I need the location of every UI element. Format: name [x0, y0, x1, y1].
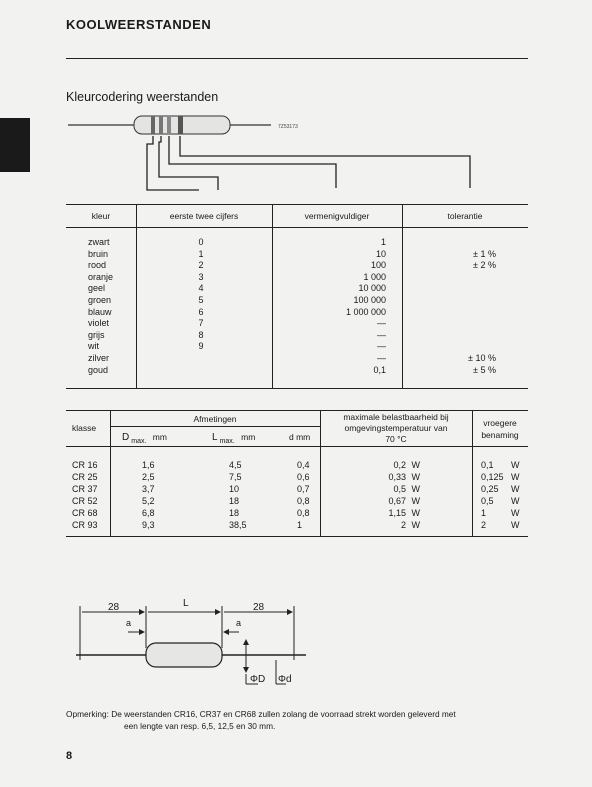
- dim-a-right: a: [236, 618, 242, 628]
- multiplier-cell: 1 000: [363, 271, 386, 282]
- power-cell: 1,15: [388, 508, 406, 518]
- former-unit-cell: W: [511, 520, 520, 530]
- power-unit-cell: W: [411, 496, 420, 506]
- color-name-cell: rood: [88, 260, 107, 271]
- power-unit-cell: W: [411, 484, 420, 494]
- klasse-cell: CR 68: [72, 508, 98, 518]
- klasse-cell: CR 16: [72, 460, 98, 470]
- page-number: 8: [66, 750, 73, 762]
- klasse-cell: CR 25: [72, 472, 98, 482]
- color-name-cell: groen: [88, 295, 112, 305]
- D-cell: 3,7: [142, 484, 155, 494]
- digit-cell: 7: [198, 318, 204, 329]
- multiplier-cell: 0,1: [373, 364, 386, 375]
- d-cell: 0,7: [297, 484, 310, 494]
- multiplier-cell: 100: [370, 260, 386, 271]
- d-cell: 1: [297, 520, 303, 530]
- multiplier-cell: —: [377, 353, 386, 363]
- note: [66, 708, 536, 732]
- header-tolerantie: tolerantie: [447, 211, 483, 221]
- klasse-cell: CR 37: [72, 484, 98, 494]
- digit-cell: 4: [198, 283, 204, 294]
- power-cell: 0,33: [388, 472, 406, 482]
- former-name-cell: 0,5: [481, 496, 494, 506]
- page-thumb-tab: [0, 118, 30, 172]
- D-cell: 6,8: [142, 508, 155, 518]
- color-name-cell: violet: [88, 318, 110, 329]
- power-cell: 2: [400, 520, 406, 530]
- L-cell: 10: [229, 484, 240, 494]
- klasse-cell: CR 93: [72, 520, 98, 530]
- header-kleur: kleur: [91, 211, 111, 221]
- power-unit-cell: W: [411, 460, 420, 470]
- header-vroegere-benaming: vroegere benaming: [481, 418, 519, 440]
- color-name-cell: geel: [88, 283, 106, 294]
- L-cell: 18: [229, 496, 240, 506]
- page-title: KOOLWEERSTANDEN: [66, 17, 212, 32]
- digit-cell: 9: [198, 341, 204, 352]
- dim-a-left: a: [126, 618, 132, 628]
- L-cell: 18: [229, 508, 240, 518]
- color-name-cell: bruin: [88, 248, 109, 259]
- dimension-diagram: [76, 600, 306, 692]
- multiplier-cell: —: [377, 318, 386, 329]
- color-name-cell: wit: [88, 341, 99, 352]
- title-rule: [66, 58, 528, 59]
- digit-cell: 8: [198, 329, 204, 340]
- header-klasse: klasse: [72, 423, 97, 433]
- note-line1: De weerstanden CR16, CR37 en CR68 zullen zolang de voorraad strekt worden geleverd met: [111, 709, 456, 719]
- former-unit-cell: W: [511, 484, 520, 494]
- dim-right: 28: [253, 602, 265, 613]
- tolerance-cell: ± 1 %: [473, 248, 496, 259]
- color-name-cell: blauw: [88, 306, 112, 317]
- dim-wire-diameter: Φd: [278, 674, 292, 685]
- d-cell: 0,8: [297, 508, 310, 518]
- digit-cell: 5: [198, 295, 204, 305]
- dim-length: L: [183, 598, 189, 609]
- multiplier-cell: 10 000: [358, 283, 386, 294]
- header-D: D $_{max.}$ mm: [122, 432, 167, 445]
- former-name-cell: 2: [481, 520, 487, 530]
- power-unit-cell: W: [411, 508, 420, 518]
- power-cell: 0,67: [388, 496, 406, 506]
- L-cell: 38,5: [229, 520, 247, 530]
- color-name-cell: zilver: [88, 353, 110, 363]
- tolerance-cell: ± 10 %: [468, 353, 496, 363]
- digit-cell: 6: [198, 306, 204, 317]
- digit-cell: 1: [198, 248, 204, 259]
- d-cell: 0,6: [297, 472, 310, 482]
- dim-body-diameter: ΦD: [250, 674, 266, 685]
- dimensions-table: [66, 410, 528, 538]
- power-cell: 0,2: [393, 460, 406, 470]
- tolerance-cell: ± 2 %: [473, 260, 496, 271]
- D-cell: 9,3: [142, 520, 155, 530]
- multiplier-cell: —: [377, 329, 386, 340]
- multiplier-cell: 100 000: [353, 295, 386, 305]
- header-afmetingen: Afmetingen: [193, 414, 237, 424]
- header-belastbaarheid: maximale belastbaarheid bij omgevingstemperatuur van 70 °C: [343, 412, 449, 444]
- former-unit-cell: W: [511, 508, 520, 518]
- L-cell: 7,5: [229, 472, 242, 482]
- digit-cell: 0: [198, 237, 204, 247]
- d-cell: 0,4: [297, 460, 310, 470]
- note-line2: een lengte van resp. 6,5, 12,5 en 30 mm.: [124, 721, 276, 731]
- multiplier-cell: 1 000 000: [345, 306, 386, 317]
- power-unit-cell: W: [411, 472, 420, 482]
- color-name-cell: goud: [88, 364, 109, 375]
- former-name-cell: 0,125: [481, 472, 504, 482]
- section-title: Kleurcodering weerstanden: [66, 90, 219, 104]
- resistor-band-diagram: [66, 106, 506, 198]
- klasse-cell: CR 52: [72, 496, 98, 506]
- multiplier-cell: 10: [375, 248, 386, 259]
- color-code-table: [66, 204, 528, 392]
- diagram-code: 7Z53173: [278, 124, 298, 130]
- color-name-cell: grijs: [88, 329, 105, 340]
- L-cell: 4,5: [229, 460, 242, 470]
- d-cell: 0,8: [297, 496, 310, 506]
- power-unit-cell: W: [411, 520, 420, 530]
- former-name-cell: 1: [481, 508, 487, 518]
- tolerance-cell: ± 5 %: [473, 364, 496, 375]
- former-name-cell: 0,25: [481, 484, 499, 494]
- former-unit-cell: W: [511, 472, 520, 482]
- color-name-cell: oranje: [88, 271, 114, 282]
- multiplier-cell: 1: [380, 237, 386, 247]
- former-unit-cell: W: [511, 496, 520, 506]
- header-vermenigvuldiger: vermenigvuldiger: [304, 211, 370, 221]
- header-d: d mm: [289, 432, 311, 442]
- color-name-cell: zwart: [88, 237, 110, 247]
- digit-cell: 3: [198, 271, 204, 282]
- D-cell: 2,5: [142, 472, 155, 482]
- multiplier-cell: —: [377, 341, 386, 352]
- header-cijfers: eerste twee cijfers: [169, 211, 239, 221]
- former-name-cell: 0,1: [481, 460, 494, 470]
- D-cell: 5,2: [142, 496, 155, 506]
- digit-cell: 2: [198, 260, 204, 271]
- D-cell: 1,6: [142, 460, 155, 470]
- power-cell: 0,5: [393, 484, 406, 494]
- former-unit-cell: W: [511, 460, 520, 470]
- dim-left: 28: [108, 602, 120, 613]
- header-L: L $_{max.}$ mm: [212, 432, 256, 445]
- note-label: Opmerking:: [66, 709, 109, 719]
